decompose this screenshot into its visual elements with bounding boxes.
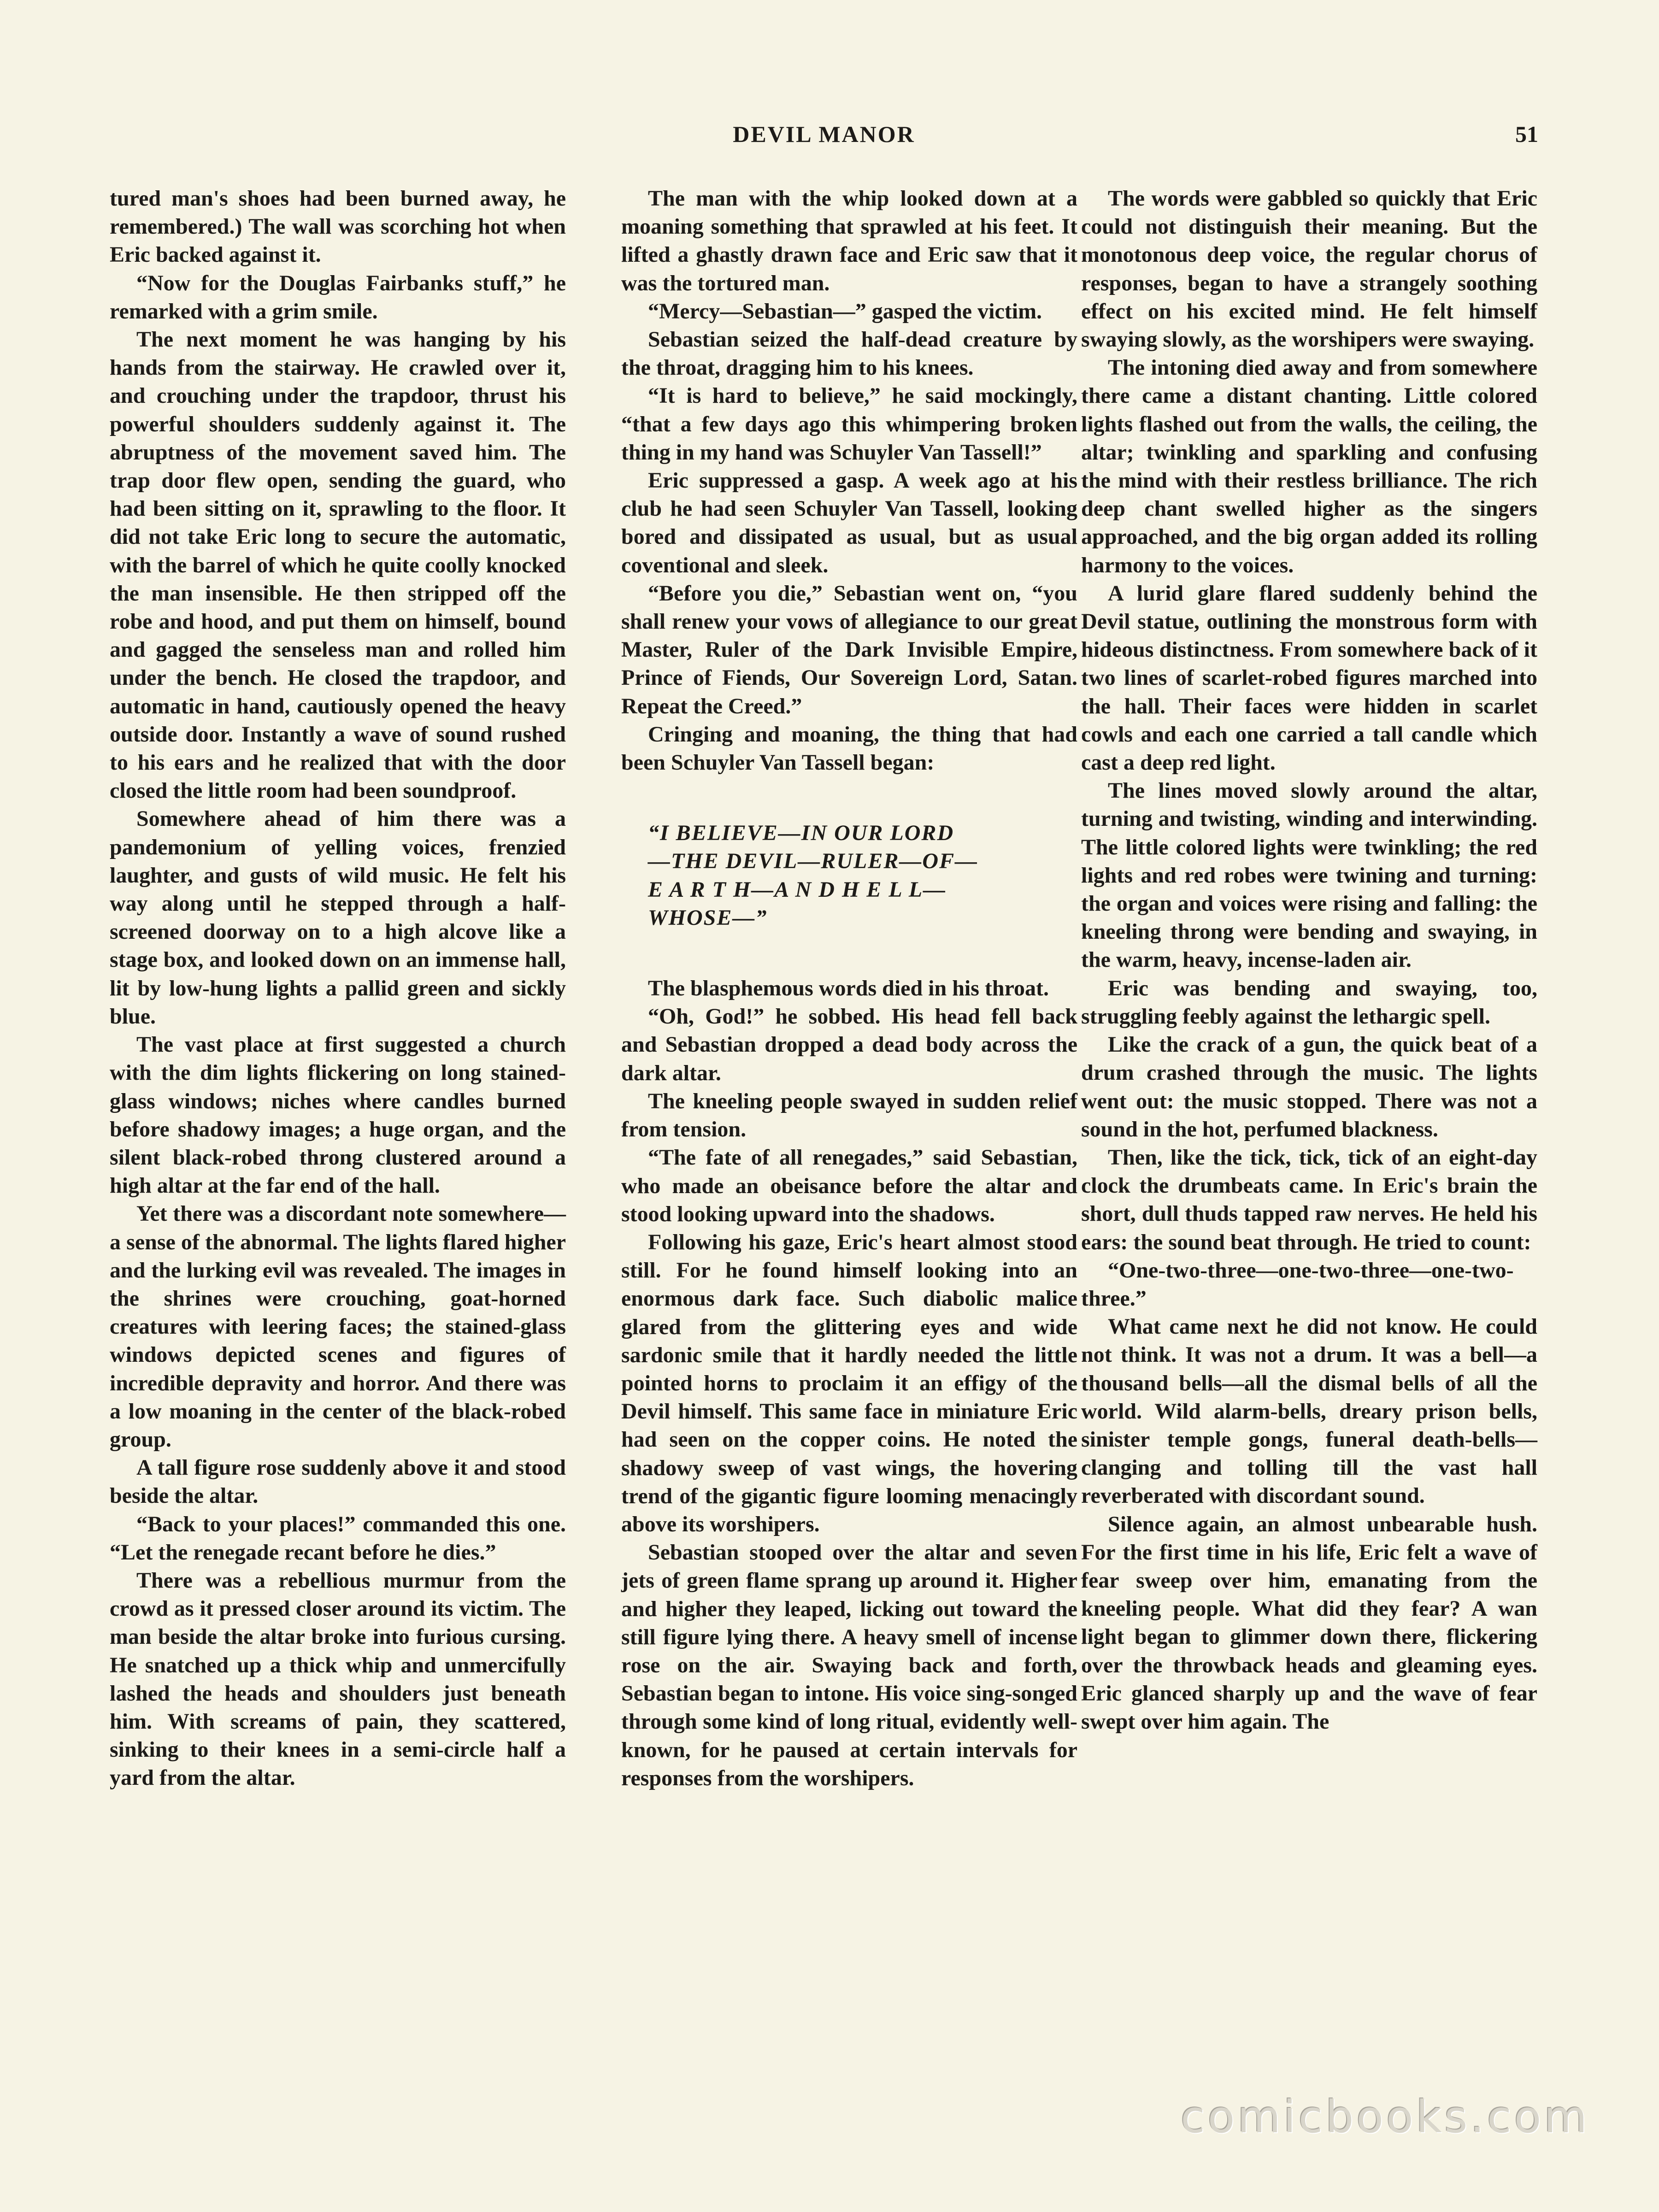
paragraph: Yet there was a discordant note somewhere—a sense of the abnormal. The lights flared higher and the lurking evil was revealed. The images in the shrines were crouching, goat-horned creatures with leering faces; the stained-glass windows depicted scenes and figures of incredible depravity and horror. And there was a low moaning in the center of the black-robed group. [110,1201,566,1452]
text-column-2 [621,184,1077,1792]
text-column-1 [110,184,566,1792]
page-number: 51 [1515,121,1538,147]
paragraph: Sebastian stooped over the altar and seven jets of green flame sprang up around it. Higher and higher they leaped, licking out toward the still figure lying there. A heavy smell of incense rose on the air. Swaying back and forth, Sebastian began to intone. His voice sing-songed through some kind of long ritual, evidently well-known, for he paused at certain intervals for responses from the worshipers. [621,1540,1077,1790]
paragraph: “One-two-three—one-two-three—one-two-three.” [1081,1258,1514,1311]
creed-line: E A R T H—A N D H E L L— [648,877,947,902]
creed-line: —THE DEVIL—RULER—OF— [648,849,978,874]
paragraph: Following his gaze, Eric's heart almost stood still. For he found himself looking into an enormous dark face. Such diabolic malice glared from the glittering eyes and wide sardonic smile that it hardly needed the little pointed horns to proclaim it an effigy of the Devil himself. This same face in miniature Eric had seen on the copper coins. He noted the shadowy sweep of vast wings, the hovering trend of the gigantic figure looming menacingly above its worshipers. [621,1230,1077,1536]
paragraph: The words were gabbled so quickly that Eric could not distinguish their meaning. But the monotonous deep voice, the regular chorus of responses, began to have a strangely soothing effect on his excited mind. He felt himself swaying slowly, as the worshipers were swaying. [1081,186,1537,352]
paragraph: There was a rebellious murmur from the crowd as it pressed closer around its victim. The man beside the altar broke into furious cursing. He snatched up a thick whip and unmercifully lashed the heads and shoulders just beneath him. With screams of pain, they scattered, sinking to their knees in a semi-circle half a yard from the altar. [110,1568,566,1790]
text-column-3 [1081,184,1537,1735]
paragraph: “Oh, God!” he sobbed. His head fell back and Sebastian dropped a dead body across the dark altar. [621,1004,1077,1085]
watermark-logo: comicbooks.com [1180,2091,1590,2143]
paragraph: The next moment he was hanging by his hands from the stairway. He crawled over it, and crouching under the trapdoor, thrust his powerful shoulders suddenly against it. The abruptness of the movement saved him. The trap door flew open, sending the guard, who had been sitting on it, sprawling to the floor. It did not take Eric long to secure the automatic, with the barrel of which he quite coolly knocked the man insensible. He then stripped off the robe and hood, and put them on himself, bound and gagged the senseless man and rolled him under the bench. He closed the trapdoor, and automatic in hand, cautiously opened the heavy outside door. Instantly a wave of sound rushed to his ears and he realized that with the door closed the little room had been soundproof. [110,327,566,803]
page-header [110,121,1538,162]
paragraph: Somewhere ahead of him there was a pandemonium of yelling voices, frenzied laughter, and gusts of wild music. He felt his way along until he stepped through a half-screened doorway on to a high alcove like a stage box, and looked down on an immense hall, lit by low-hung lights a pallid green and sickly blue. [110,806,566,1029]
paragraph: A tall figure rose suddenly above it and stood beside the altar. [110,1455,566,1508]
paragraph: “Back to your places!” commanded this one. “Let the renegade recant before he dies.” [110,1512,566,1565]
paragraph: “The fate of all renegades,” said Sebastian, who made an obeisance before the altar and stood looking upward into the shadows. [621,1145,1077,1226]
paragraph: “Mercy—Sebastian—” gasped the victim. [648,299,1042,324]
creed-quote [648,819,1077,932]
paragraph: The kneeling people swayed in sudden relief from tension. [621,1088,1077,1142]
paragraph: “It is hard to believe,” he said mockingly, “that a few days ago this whimpering broken thing in my hand was Schuyler Van Tassell!” [621,383,1077,465]
creed-line: “I BELIEVE—IN OUR LORD [648,821,954,846]
paragraph: The lines moved slowly around the altar, turning and twisting, winding and interwinding. The little colored lights were twinkling; the red lights and red robes were twining and turning: the organ and voices were rising and falling: the kneeling throng were bending and swaying, in the warm, heavy, incense-laden air. [1081,778,1537,972]
paragraph: A lurid glare flared suddenly behind the Devil statue, outlining the monstrous form with hideous distinctness. From somewhere back of it two lines of scarlet-robed figures marched into the hall. Their faces were hidden in scarlet cowls and each one carried a tall candle which cast a deep red light. [1081,581,1537,775]
paragraph: Like the crack of a gun, the quick beat of a drum crashed through the music. The lights went out: the music stopped. There was not a sound in the hot, perfumed blackness. [1081,1032,1537,1141]
paragraph: Then, like the tick, tick, tick of an eight-day clock the drumbeats came. In Eric's brain the short, dull thuds tapped raw nerves. He held his ears: the sound beat through. He tried to count: [1081,1145,1537,1254]
paragraph: “Before you die,” Sebastian went on, “you shall renew your vows of allegiance to our great Master, Ruler of the Dark Invisible Empire, Prince of Fiends, Our Sovereign Lord, Satan. Repeat the Creed.” [621,581,1077,718]
paragraph: Silence again, an almost unbearable hush. For the first time in his life, Eric felt a wave of fear sweep over him, emanating from the kneeling people. What did they fear? A wan light began to glimmer down there, flickering over the throwback heads and gleaming eyes. Eric glanced sharply up and the wave of fear swept over him again. The [1081,1512,1537,1734]
paragraph: Sebastian seized the half-dead creature by the throat, dragging him to his knees. [621,327,1077,380]
paragraph: What came next he did not know. He could not think. It was not a drum. It was a bell—a thousand bells—all the dismal bells of all the world. Wild alarm-bells, dreary prison bells, sinister temple gongs, funeral death-bells—clanging and tolling till the vast hall reverberated with discordant sound. [1081,1314,1537,1508]
paragraph: tured man's shoes had been burned away, he remembered.) The wall was scorching hot when Eric backed against it. [110,186,566,267]
paragraph: Eric suppressed a gasp. A week ago at his club he had seen Schuyler Van Tassell, looking bored and dissipated as usual, but as usual coventional and sleek. [621,468,1077,577]
creed-line: WHOSE—” [648,905,768,930]
paragraph: “Now for the Douglas Fairbanks stuff,” he remarked with a grim smile. [110,271,566,324]
paragraph: The intoning died away and from somewhere there came a distant chanting. Little colored lights flashed out from the walls, the ceiling, the altar; twinkling and sparkling and confusing the mind with their restless brilliance. The rich deep chant swelled higher as the singers approached, and the big organ added its rolling harmony to the voices. [1081,355,1537,577]
running-title: DEVIL MANOR [733,121,915,147]
paragraph: The vast place at first suggested a church with the dim lights flickering on long stained-glass windows; niches where candles burned before shadowy images; a huge organ, and the silent black-robed throng clustered around a high altar at the far end of the hall. [110,1032,566,1198]
paragraph: The blasphemous words died in his throat. [648,976,1049,1001]
paragraph: The man with the whip looked down at a moaning something that sprawled at his feet. It lifted a ghastly drawn face and Eric saw that it was the tortured man. [621,186,1077,295]
paragraph: Cringing and moaning, the thing that had been Schuyler Van Tassell began: [621,722,1077,775]
paragraph: Eric was bending and swaying, too, struggling feebly against the lethargic spell. [1081,976,1537,1029]
